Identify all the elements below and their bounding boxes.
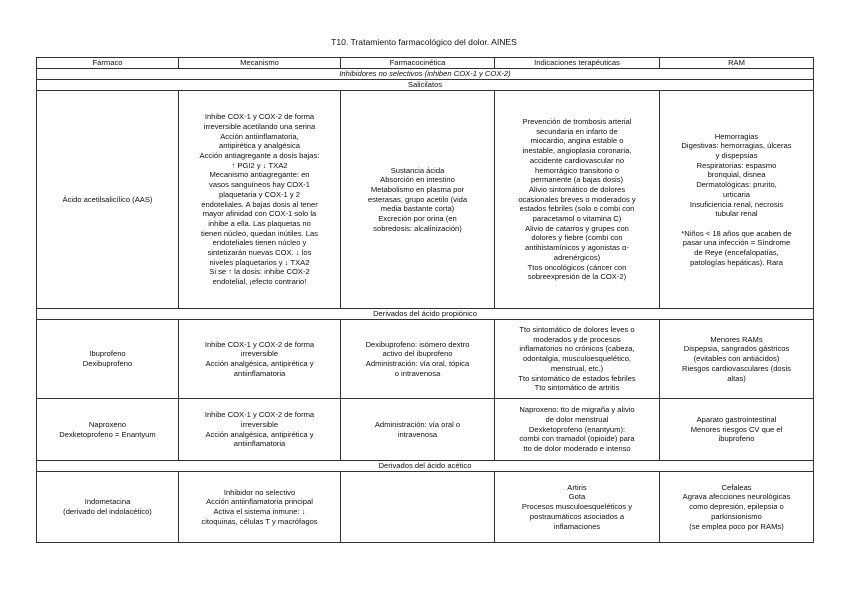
mechanism-cell: Inhibe COX-1 y COX-2 de forma irreversible acetilando una serina Acción antiinflamatoria, antipirética y analgésica Acción antiagregante a dosis bajas: ↑ PGI2 y ↓ TXA2 Mecanismo antiagregante: en vasos sanguíneos hay COX-1 plaquetaria y COX-1 y 2 endoteliales. A bajas dosis al tener mayor afinidad con COX-1 solo la inhibe a ella. Las plaquetas no tienen núcleo, quedan inútiles. Las endoteliales tienen núcleo y sintetizarán nuevas COX. ↓ los niveles plaquetarios y ↓ TXA2 Si se ↑ la dosis: inhibe COX-2 endotelial, ¡efecto contrario! [179, 91, 341, 309]
aines-table [36, 57, 814, 543]
mechanism-cell: Inhibidor no selectivo Acción antiinflamatoria principal Activa el sistema inmune: ↓ citoquinas, células T y macrófagos [179, 472, 341, 543]
group-row [37, 69, 814, 80]
section-label: Derivados del ácido propiónico [37, 309, 814, 320]
pharmacokinetics-cell [341, 472, 495, 543]
table-row [37, 472, 814, 543]
header-mecanismo: Mecanismo [179, 58, 341, 69]
table-row [37, 399, 814, 461]
pharmacokinetics-cell: Administración: vía oral o intravenosa [341, 399, 495, 461]
header-farmaco: Fármaco [37, 58, 179, 69]
mechanism-cell: Inhibe COX-1 y COX-2 de forma irreversible Acción analgésica, antipirética y antiinflamatoria [179, 399, 341, 461]
indications-cell: Prevención de trombosis arterial secundaria en infarto de miocardio, angina estable o inestable, angioplasia coronaria, accidente cardiovascular no hemorrágico transitorio o permanente (a bajas dosis) Alivio sintomático de dolores ocasionales breves o moderados y estados febriles (solo o combi con paracetamol o vitamina C) Alivio de catarros y grupes con dolores y fiebre (combi con antihistamínicos y agonistas α- adrenérgicos) Ttos oncológicos (cáncer con sobreexpresión de la COX-2) [495, 91, 660, 309]
drug-cell: Indometacina (derivado del indolacético) [37, 472, 179, 543]
ram-cell: Cefaleas Agrava afecciones neurológicas como depresión, epilepsia o parkinsionismo (se emplea poco por RAMs) [660, 472, 814, 543]
mechanism-cell: Inhibe COX-1 y COX-2 de forma irreversible Acción analgésica, antipirética y antiinflamatoria [179, 320, 341, 399]
header-ram: RAM [660, 58, 814, 69]
table-row [37, 91, 814, 309]
section-row-acetico [37, 461, 814, 472]
group-label: Inhibidores no selectivos (inhiben COX-1 y COX-2) [37, 69, 814, 80]
ram-cell: Aparato gastrointestinal Menores riesgos CV que el ibuprofeno [660, 399, 814, 461]
drug-cell: Naproxeno Dexketoprofeno = Enantyum [37, 399, 179, 461]
section-label: Derivados del ácido acético [37, 461, 814, 472]
page-title: T10. Tratamiento farmacológico del dolor. AINES [331, 37, 517, 47]
indications-cell: Tto sintomático de dolores leves o moderados y de procesos inflamatorios no crónicos (cabeza, odontalgia, musculoesquelético, menstrual, etc.) Tto sintomático de estados febriles Tto sintomático de artritis [495, 320, 660, 399]
ram-cell: Hemorragias Digestivas: hemorragias, úlceras y dispepsias Respiratorias: espasmo bronquial, disnea Dermatológicas: prurito, urticaria Insuficiencia renal, necrosis tubular renal *Niños < 18 años que acaben de pasar una infección = Síndrome de Reye (encefalopatías, patologías hepáticas). Rara [660, 91, 814, 309]
table-row [37, 320, 814, 399]
indications-cell: Naproxeno: tto de migraña y alivio de dolor menstrual Dexketoprofeno (enantyum): combi con tramadol (opioide) para tto de dolor moderado e intenso [495, 399, 660, 461]
ram-cell: Menores RAMs Dispepsia, sangrados gástricos (evitables con antiácidos) Riesgos cardiovasculares (dosis altas) [660, 320, 814, 399]
drug-cell: Ácido acetilsalicílico (AAS) [37, 91, 179, 309]
pharmacokinetics-cell: Dexibuprofeno: isómero dextro activo del ibuprofeno Administración: vía oral, tópica o intravenosa [341, 320, 495, 399]
pharmacokinetics-cell: Sustancia ácida Absorción en intestino Metabolismo en plasma por esterasas, grupo acetilo (vida media bastante corta) Excreción por orina (en sobredosis: alcalinización) [341, 91, 495, 309]
drug-cell: Ibuprofeno Dexibuprofeno [37, 320, 179, 399]
indications-cell: Artiris Gota Procesos musculoesqueléticos y postraumáticos asociados a inflamaciones [495, 472, 660, 543]
header-indicaciones: Indicaciones terapéuticas [495, 58, 660, 69]
header-farmacocinetica: Farmacocinética [341, 58, 495, 69]
section-row-propionico [37, 309, 814, 320]
header-row [37, 58, 814, 69]
section-row-salicilatos [37, 80, 814, 91]
section-label: Salicilatos [37, 80, 814, 91]
